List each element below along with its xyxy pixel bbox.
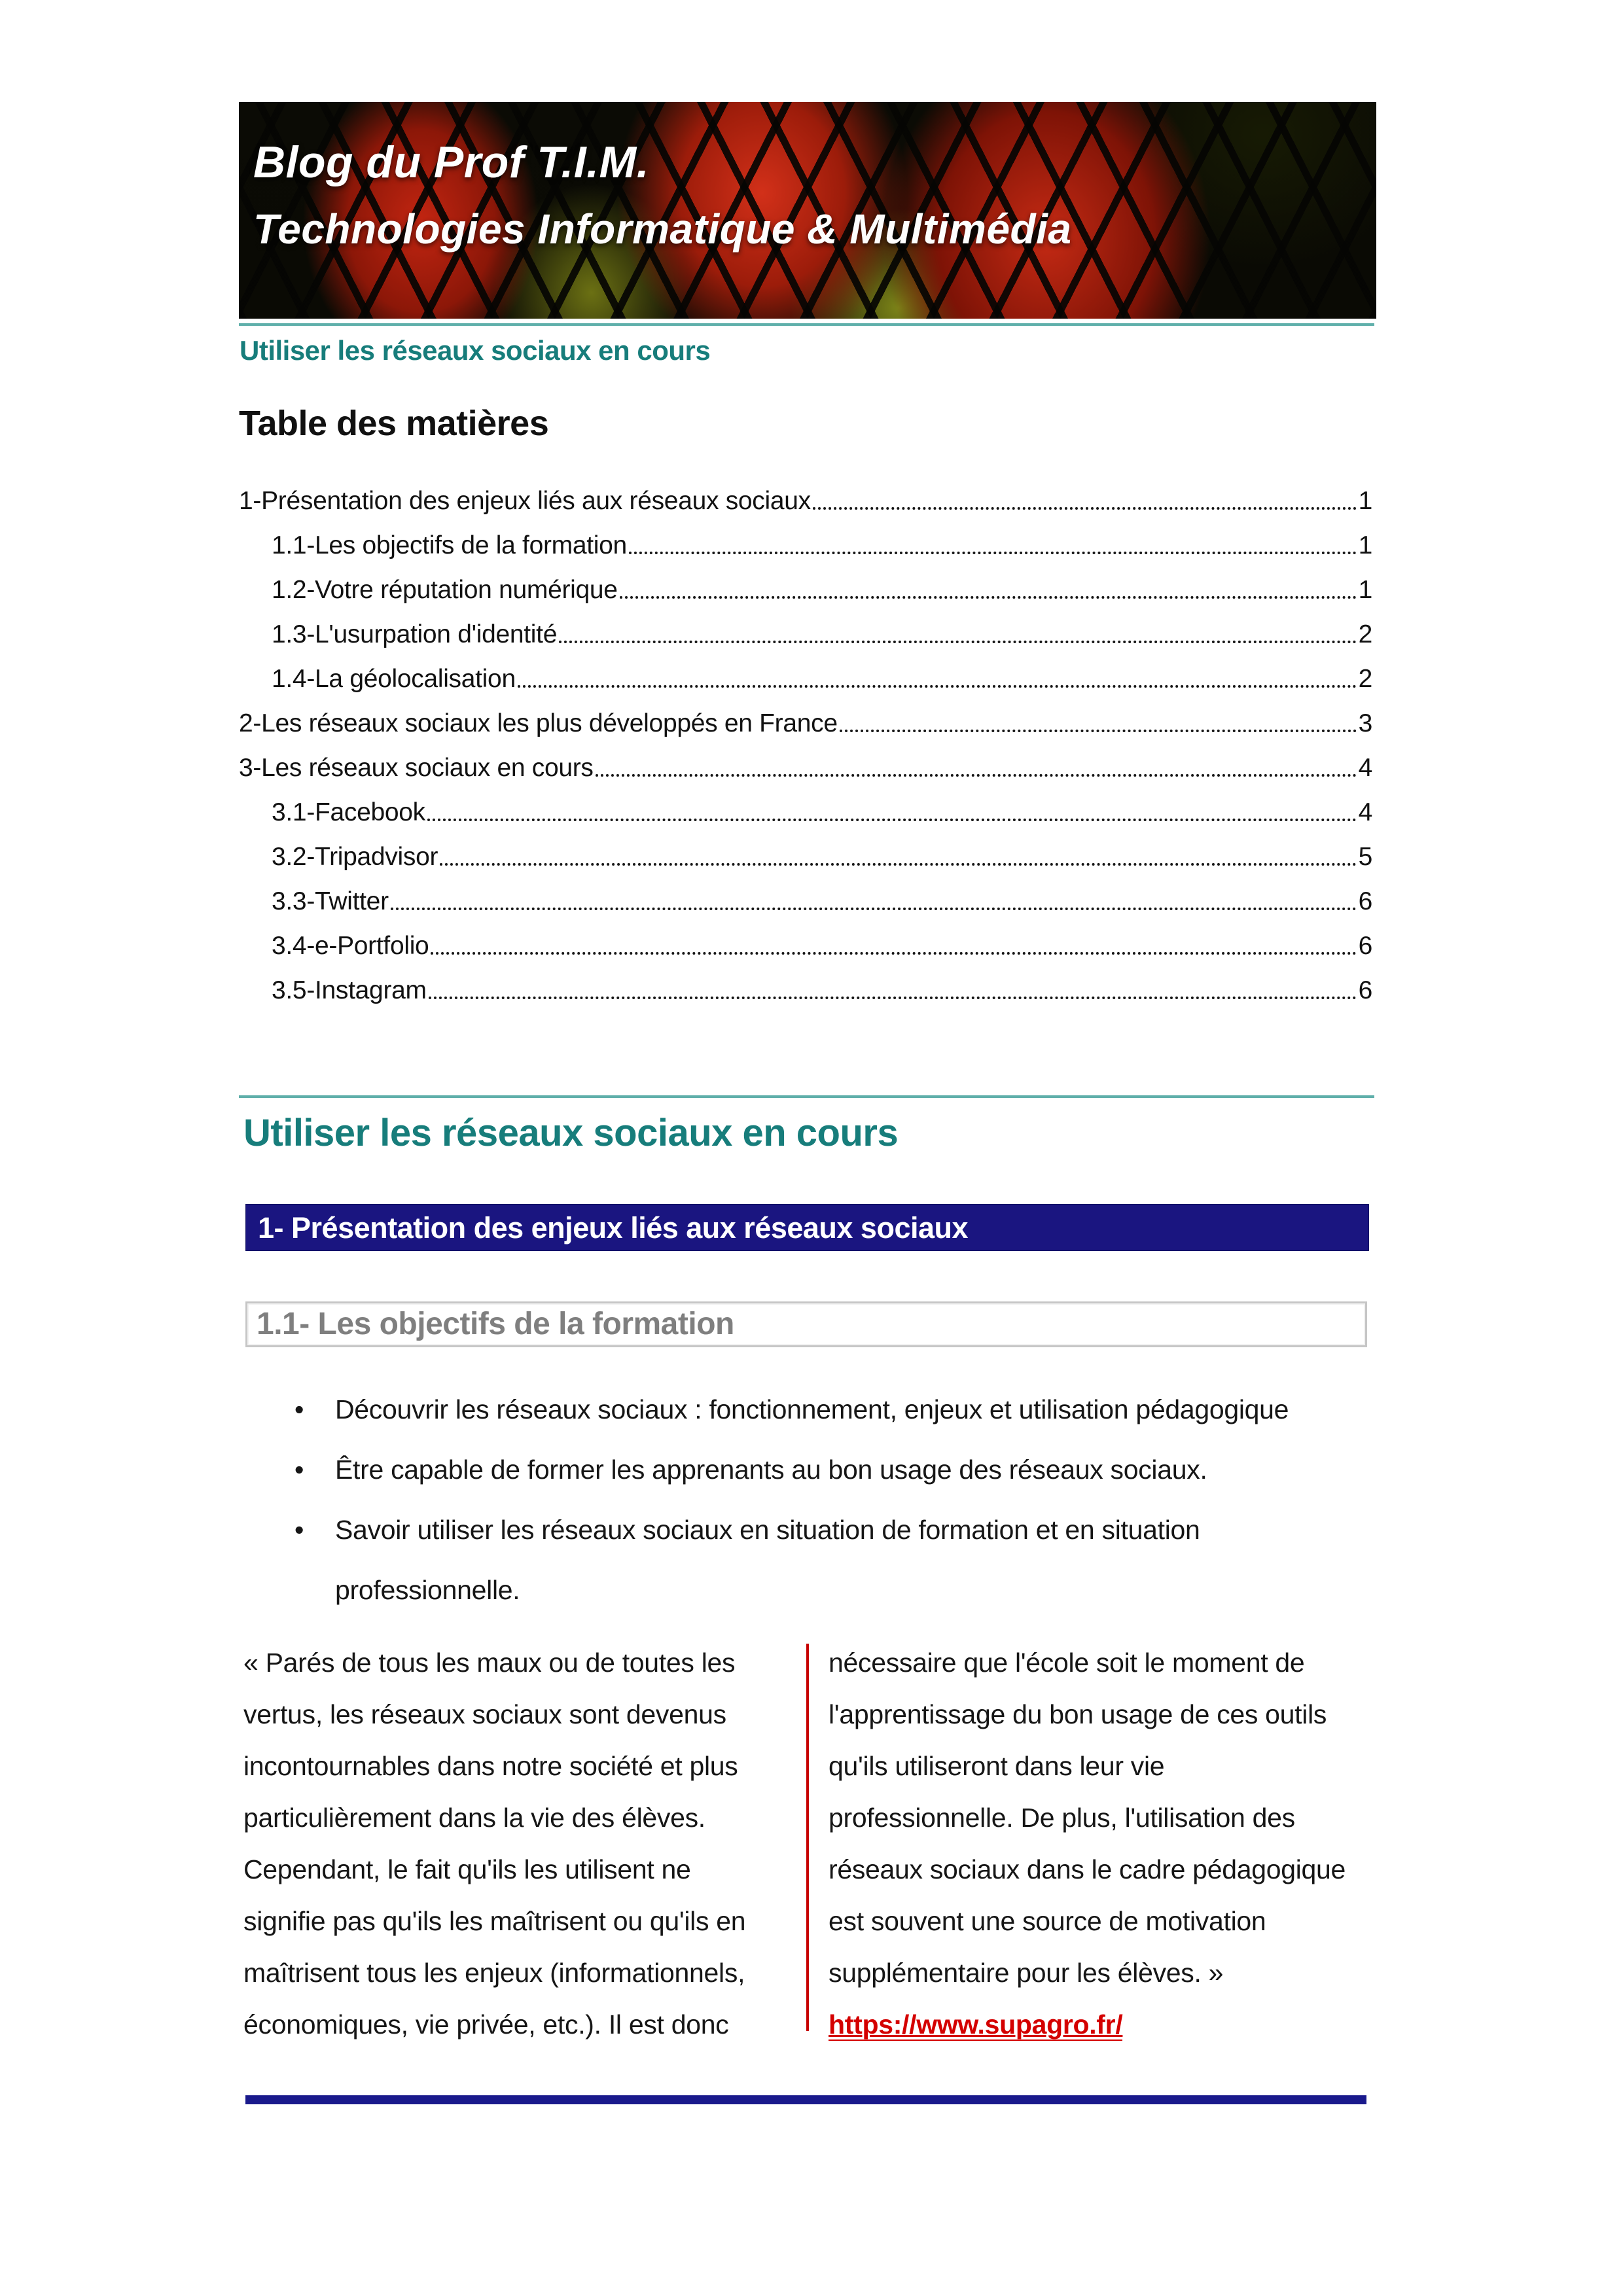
toc-item[interactable]	[239, 472, 1372, 517]
source-url-link[interactable]: https://www.supagro.fr/	[829, 2009, 1123, 2040]
toc-dotted-leader	[429, 997, 1357, 999]
toc-item-label: 1.3-L'usurpation d'identité	[272, 620, 558, 648]
quote-column-left	[243, 1637, 793, 2051]
toc-item-label: 1.1-Les objectifs de la formation	[272, 531, 627, 559]
teal-divider-top	[239, 323, 1374, 326]
toc-page-number: 3	[1358, 709, 1372, 737]
bullet-marker-icon: •	[294, 1455, 304, 1485]
toc-dotted-leader	[440, 863, 1356, 866]
toc-page-number: 6	[1358, 932, 1372, 960]
subsection-1-1-heading: 1.1- Les objectifs de la formation	[245, 1301, 1367, 1347]
toc-item[interactable]	[239, 784, 1372, 828]
quote-line: professionnelle. De plus, l'utilisation des	[829, 1803, 1295, 1833]
quote-column-right	[829, 1637, 1378, 2051]
toc-page-number: 2	[1358, 620, 1372, 648]
quote-link-line	[829, 1999, 1378, 2051]
header-banner-text	[253, 128, 1072, 262]
table-of-contents	[239, 472, 1372, 1006]
quote-line: est souvent une source de motivation	[829, 1906, 1266, 1936]
toc-item-label: 1.4-La géolocalisation	[272, 665, 516, 693]
toc-page-number: 1	[1358, 576, 1372, 604]
toc-page-number: 4	[1358, 798, 1372, 826]
bullet-line: Découvrir les réseaux sociaux : fonctionnement, enjeux et utilisation pédagogique	[335, 1394, 1289, 1424]
quote-line: incontournables dans notre société et plus	[243, 1751, 738, 1781]
toc-dotted-leader	[431, 952, 1356, 955]
main-heading: Utiliser les réseaux sociaux en cours	[243, 1112, 899, 1154]
bullet-line: Savoir utiliser les réseaux sociaux en situation de formation et en situation	[335, 1515, 1200, 1545]
toc-item[interactable]	[239, 873, 1372, 917]
quote-line: économiques, vie privée, etc.). Il est donc	[243, 2009, 729, 2040]
toc-dotted-leader	[813, 507, 1357, 510]
toc-dotted-leader	[391, 908, 1357, 910]
toc-item[interactable]	[239, 517, 1372, 561]
bullet-line: Être capable de former les apprenants au bon usage des réseaux sociaux.	[335, 1455, 1207, 1485]
blog-title: Blog du Prof T.I.M.	[253, 137, 650, 187]
document-title-link[interactable]: Utiliser les réseaux sociaux en cours	[240, 335, 711, 366]
bullet-item	[294, 1379, 1368, 1439]
toc-dotted-leader	[629, 552, 1357, 554]
toc-item[interactable]	[239, 739, 1372, 784]
quote-line: « Parés de tous les maux ou de toutes les	[243, 1648, 736, 1678]
quote-line: réseaux sociaux dans le cadre pédagogique	[829, 1854, 1346, 1884]
quote-line: Cependant, le fait qu'ils les utilisent ne	[243, 1854, 691, 1884]
toc-item-label: 3.2-Tripadvisor	[272, 843, 438, 871]
toc-item-label: 3.5-Instagram	[272, 976, 427, 1004]
toc-item-label: 2-Les réseaux sociaux les plus développés en France	[239, 709, 838, 737]
bullet-marker-icon: •	[294, 1515, 304, 1545]
toc-item-label: 1.2-Votre réputation numérique	[272, 576, 618, 604]
quote-line: maîtrisent tous les enjeux (informationnels,	[243, 1958, 745, 1988]
bullet-line: professionnelle.	[335, 1575, 520, 1605]
toc-page-number: 6	[1358, 887, 1372, 915]
toc-dotted-leader	[518, 685, 1357, 688]
bullet-marker-icon: •	[294, 1394, 304, 1424]
quote-line: vertus, les réseaux sociaux sont devenus	[243, 1699, 726, 1729]
column-divider-line	[806, 1644, 809, 2031]
toc-item-label: 3.4-e-Portfolio	[272, 932, 429, 960]
toc-dotted-leader	[840, 730, 1357, 732]
toc-page-number: 6	[1358, 976, 1372, 1004]
toc-page-number: 1	[1358, 531, 1372, 559]
toc-item[interactable]	[239, 962, 1372, 1006]
toc-item-label: 1-Présentation des enjeux liés aux réseaux sociaux	[239, 487, 811, 515]
header-banner-image	[239, 102, 1376, 319]
toc-page-number: 1	[1358, 487, 1372, 515]
toc-dotted-leader	[620, 596, 1357, 599]
chapter-1-heading: 1- Présentation des enjeux liés aux réseaux sociaux	[245, 1204, 1369, 1251]
toc-page-number: 4	[1358, 754, 1372, 782]
toc-item[interactable]	[239, 695, 1372, 739]
toc-dotted-leader	[559, 641, 1357, 643]
blog-subtitle: Technologies Informatique & Multimédia	[253, 205, 1072, 253]
bullet-item	[294, 1439, 1368, 1500]
quote-line: supplémentaire pour les élèves. »	[829, 1958, 1224, 1988]
quote-line: particulièrement dans la vie des élèves.	[243, 1803, 705, 1833]
toc-item-label: 3.1-Facebook	[272, 798, 425, 826]
teal-divider-middle	[239, 1095, 1374, 1098]
toc-item[interactable]	[239, 561, 1372, 606]
toc-item-label: 3.3-Twitter	[272, 887, 389, 915]
quote-line: nécessaire que l'école soit le moment de	[829, 1648, 1305, 1678]
toc-title: Table des matières	[239, 404, 549, 443]
toc-item[interactable]	[239, 917, 1372, 962]
bullet-item	[294, 1500, 1368, 1620]
quote-line: l'apprentissage du bon usage de ces outils	[829, 1699, 1327, 1729]
page-footer-bar	[245, 2095, 1366, 2104]
toc-dotted-leader	[427, 819, 1357, 821]
toc-dotted-leader	[596, 774, 1357, 777]
toc-page-number: 2	[1358, 665, 1372, 693]
toc-item-label: 3-Les réseaux sociaux en cours	[239, 754, 594, 782]
objectives-bullet-list	[294, 1379, 1368, 1620]
toc-item[interactable]	[239, 606, 1372, 650]
toc-item[interactable]	[239, 650, 1372, 695]
toc-page-number: 5	[1358, 843, 1372, 871]
quote-line: signifie pas qu'ils les maîtrisent ou qu'ils en	[243, 1906, 746, 1936]
quote-line: qu'ils utiliseront dans leur vie	[829, 1751, 1165, 1781]
toc-item[interactable]	[239, 828, 1372, 873]
